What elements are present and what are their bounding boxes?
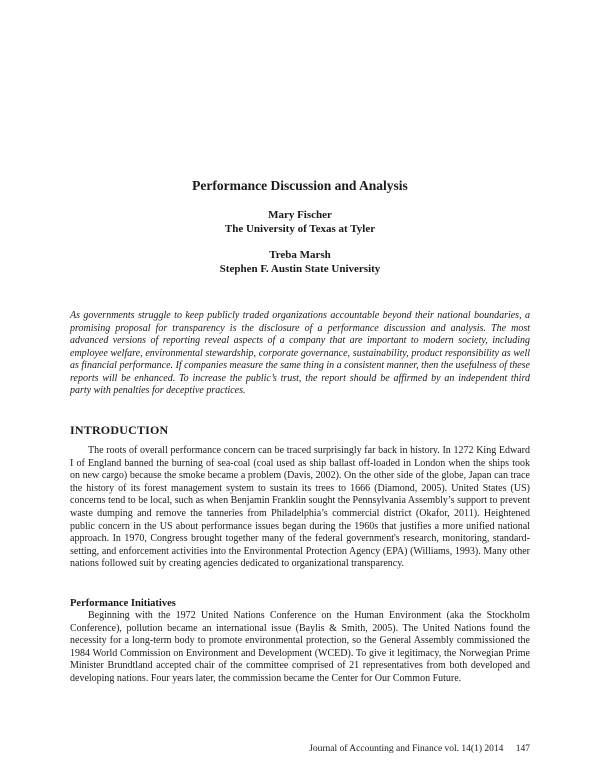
- page-footer: [299, 744, 530, 754]
- abstract: As governments struggle to keep publicly traded organizations accountable beyond their national boundaries, a promising proposal for transparency is the disclosure of a performance discussion and analysis. The most advanced versions of reporting reveal aspects of a company that are important to modern society, including employee welfare, environmental stewardship, corporate governance, sustainability, product responsibility as well as financial performance. If companies measure the same thing in a consistent manner, then the usefulness of these reports will be enhanced. To increase the public’s trust, the report should be affirmed by an independent third party with penalties for deceptive practices.: [70, 310, 530, 396]
- author-affiliation: The University of Texas at Tyler: [224, 223, 376, 235]
- subsection-heading: Performance Initiatives: [70, 598, 176, 609]
- author-affiliation: Stephen F. Austin State University: [219, 263, 381, 275]
- author-block-1: [0, 208, 600, 236]
- intro-paragraph: The roots of overall performance concern can be traced surprisingly far back in history. In 1272 King Edward I of England banned the burning of sea-coal (coal used as ship ballast off-loaded in London when the ships took on new cargo) because the smoke became a problem (Davis, 2002). On the other side of the globe, Japan can trace the history of its forest management system to sustain its trees to 1666 (Diamond, 2005). United States (US) concerns tend to be local, such as when Benjamin Franklin sought the Pennsylvania Assembly’s support to prevent waste dumping and remove the tanneries from Philadelphia’s commercial district (Okafor, 2011). Heightened public concern in the US about performance issues began during the 1960s that justifies a more unified national approach. In 1970, Congress brought together many of the federal government's research, monitoring, standard-setting, and enforcement activities into the Environmental Protection Agency (EPA) (Williams, 1993). Many other nations followed suit by creating agencies dedicated to organizational transparency.: [70, 445, 530, 570]
- footer-journal: Journal of Accounting and Finance vol. 14(1) 2014: [309, 744, 504, 754]
- author-block-2: [0, 248, 600, 276]
- author-name: Treba Marsh: [269, 249, 331, 261]
- initiatives-paragraph: Beginning with the 1972 United Nations Conference on the Human Environment (aka the Stockholm Conference), pollution became an international issue (Baylis & Smith, 2005). The United Nations found the necessity for a long-term body to promote environmental protection, so the General Assembly commissioned the 1984 World Commission on Environment and Development (WCED). To give it legitimacy, the Norwegian Prime Minister Brundtland accepted chair of the committee comprised of 21 representatives from both developed and developing nations. Four years later, the commission became the Center for Our Common Future.: [70, 610, 530, 684]
- paper-title: Performance Discussion and Analysis: [192, 178, 408, 193]
- page-number: 147: [515, 744, 530, 754]
- author-name: Mary Fischer: [268, 209, 332, 221]
- section-heading: INTRODUCTION: [70, 423, 169, 437]
